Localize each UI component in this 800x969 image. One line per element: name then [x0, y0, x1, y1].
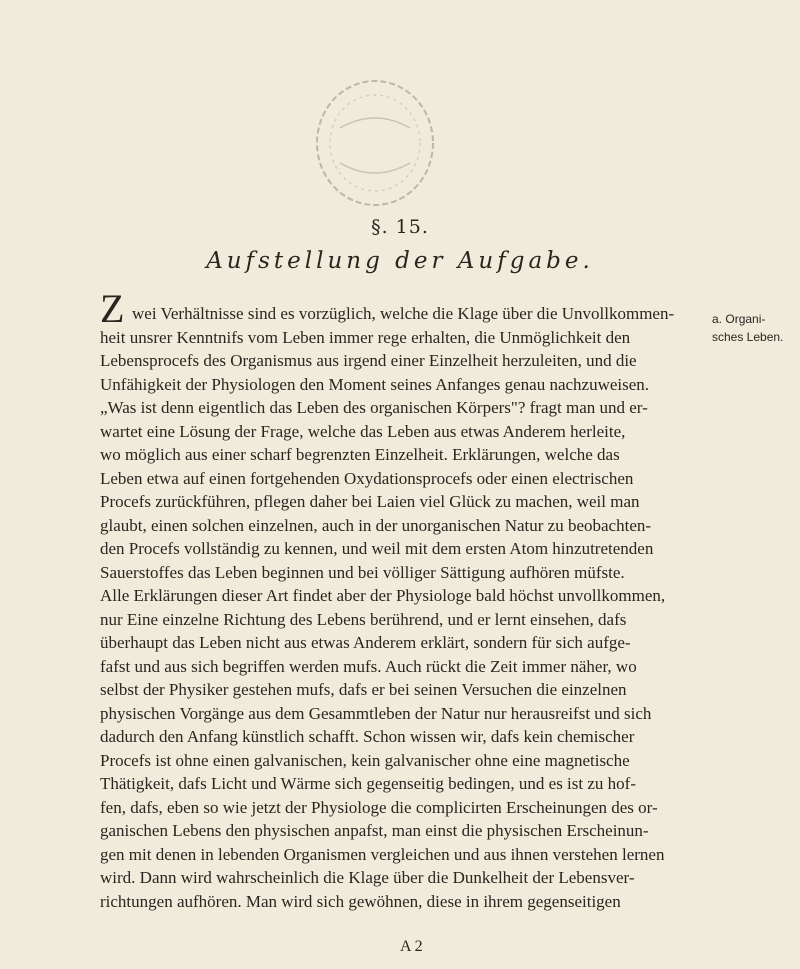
body-text: [100, 286, 700, 913]
text-line: Unfähigkeit der Physiologen den Moment seines Anfanges genau nachzuweisen.: [100, 374, 650, 394]
text-line-content: wei Verhältnisse sind es vorzüglich, welche die Klage über die Unvollkommen-: [132, 304, 675, 323]
text-line: [100, 286, 700, 331]
text-line: Alle Erklärungen dieser Art findet aber der Physiologe bald höchst unvollkommen,: [100, 586, 666, 605]
text-line: wo möglich aus einer scharf begrenzten Einzelheit. Erklärungen, welche das: [100, 445, 620, 464]
text-line: glaubt, einen solchen einzelnen, auch in der unorganischen Natur zu beobachten-: [100, 515, 652, 535]
text-line: wird. Dann wird wahrscheinlich die Klage über die Dunkelheit der Lebensver-: [100, 868, 635, 887]
margin-note-marker: a.: [712, 312, 723, 326]
text-line: nur Eine einzelne Richtung des Lebens berührend, und er lernt einsehen, dafs: [100, 609, 627, 629]
text-line: den Procefs vollständig zu kennen, und weil mit dem ersten Atom hinzutretenden: [100, 539, 654, 558]
chapter-heading: Aufstellung der Aufgabe.: [206, 248, 594, 274]
text-line: „Was ist denn eigentlich das Leben des organischen Körpers"? fragt man und er-: [100, 398, 648, 417]
text-line: Thätigkeit, dafs Licht und Wärme sich gegenseitig bedingen, und es ist zu hof-: [100, 774, 636, 793]
text-line: dadurch den Anfang künstlich schafft. Schon wissen wir, dafs kein chemischer: [100, 727, 635, 746]
text-line: Procefs zurückführen, pflegen daher bei Laien viel Glück zu machen, weil man: [100, 492, 640, 511]
text-line: physischen Vorgänge aus dem Gesammtleben der Natur nur herausreifst und sich: [100, 703, 652, 723]
text-line: heit unsrer Kenntnifs vom Leben immer rege erhalten, die Unmöglichkeit den: [100, 327, 631, 347]
text-line: richtungen aufhören. Man wird sich gewöhnen, diese in ihrem gegenseitigen: [100, 891, 621, 911]
text-line: Lebensprocefs des Organismus aus irgend einer Einzelheit herzuleiten, und die: [100, 351, 637, 370]
margin-note-line: Organi-: [725, 312, 766, 326]
drop-cap: Z: [100, 286, 125, 331]
library-stamp: [300, 68, 450, 218]
section-number: §. 15.: [371, 216, 429, 238]
text-line: gen mit denen in lebenden Organismen vergleichen und aus ihnen verstehen lernen: [100, 844, 665, 864]
text-line: Procefs ist ohne einen galvanischen, kein galvanischer ohne eine magnetische: [100, 750, 630, 770]
margin-note-line: sches Leben.: [712, 330, 784, 344]
text-line: ganischen Lebens den physischen anpafst, man einst die physischen Erscheinun-: [100, 821, 649, 840]
text-line: selbst der Physiker gestehen mufs, dafs er bei seinen Versuchen die einzelnen: [100, 680, 627, 699]
text-line: wartet eine Lösung der Frage, welche das Leben aus etwas Anderem herleite,: [100, 421, 626, 441]
text-line: Sauerstoffes das Leben beginnen und bei völliger Sättigung aufhören müfste.: [100, 562, 625, 582]
text-line: überhaupt das Leben nicht aus etwas Anderem erklärt, sondern für sich aufge-: [100, 633, 631, 652]
text-line: Leben etwa auf einen fortgehenden Oxydationsprocefs oder einen electrischen: [100, 468, 634, 488]
signature-mark: A 2: [400, 938, 423, 955]
text-line: fen, dafs, eben so wie jetzt der Physiologe die complicirten Erscheinungen des or-: [100, 797, 658, 817]
margin-note: [712, 310, 800, 346]
text-line: fafst und aus sich begriffen werden mufs. Auch rückt die Zeit immer näher, wo: [100, 656, 637, 676]
